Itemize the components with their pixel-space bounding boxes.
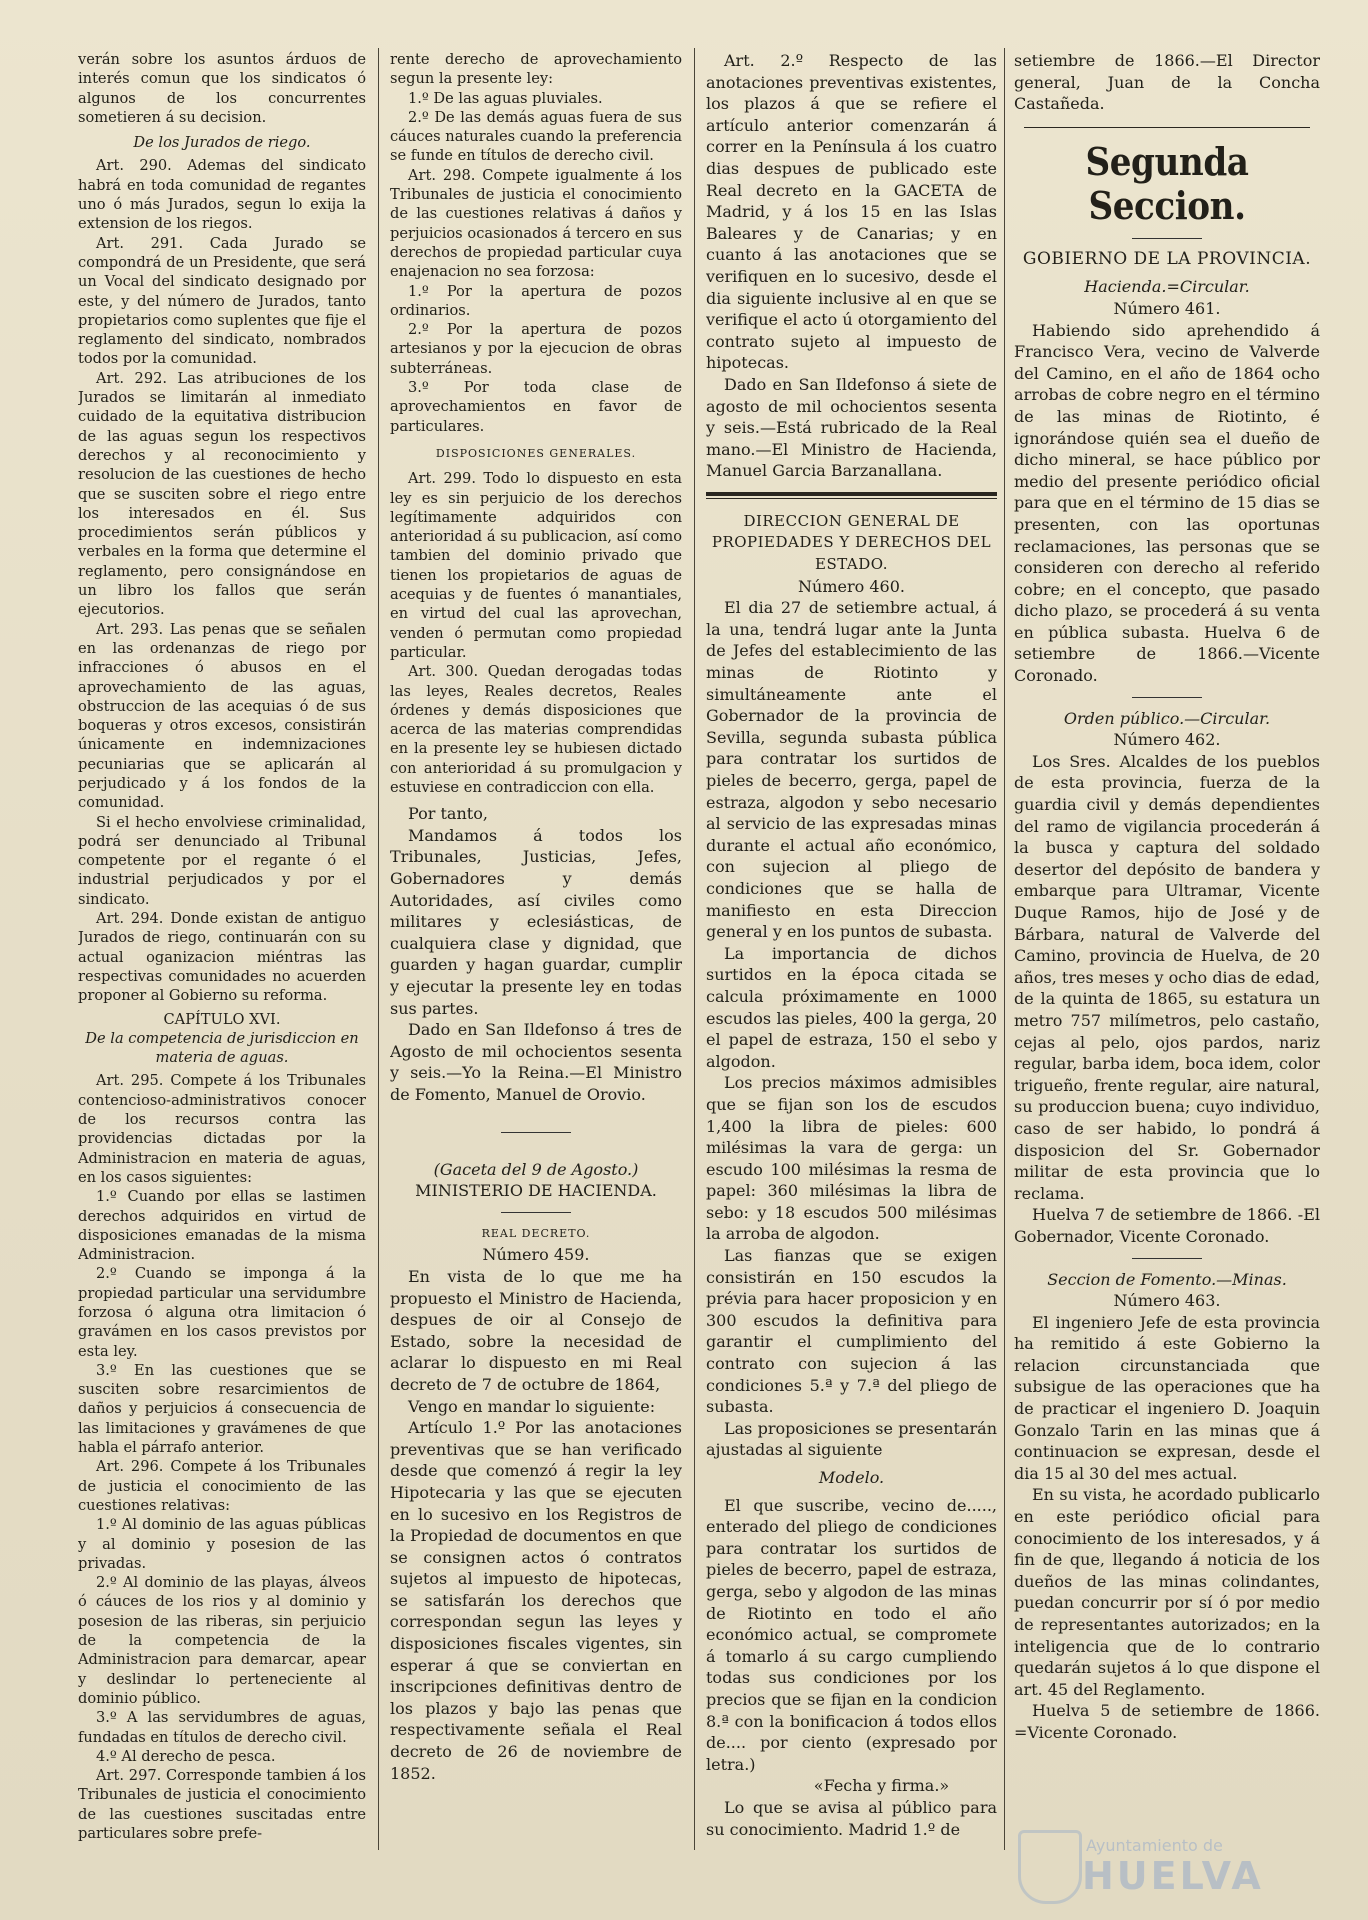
article: Artículo 1.º Por las anotaciones preventivas que se han verificado desde que comenzó á regir la ley Hipotecaria y las que se ejecuten en lo sucesivo en los Registros de la Propiedad de documentos en que se consignen actos ó contratos sujetos al impuesto de hipotecas, se satisfarán los derechos que correspondan segun las leyes y disposiciones fiscales vigentes, sin esperar á que se conviertan en inscripciones definitivas dentro de los plazos y bajo las penas que respectivamente señala el Real decreto de 26 de noviembre de 1852.	[390, 1418, 682, 1783]
paragraph: Dado en San Ildefonso á tres de Agosto de mil ochocientos sesenta y seis.—Yo la Reina.—El Ministro de Fomento, Manuel de Orovio.	[390, 1020, 682, 1104]
column-3	[706, 50, 997, 1900]
paragraph: Las fianzas que se exigen consistirán en 150 escudos la prévia para hacer proposicion y en 300 escudos la definitiva para garantir el cumplimiento del contrato con sujecion á las condiciones 5.ª y 7.ª del pliego de subasta.	[706, 1246, 997, 1417]
archive-watermark	[1008, 1830, 1308, 1900]
clause: 2.º De las demás aguas fuera de sus cáuces naturales cuando la preferencia se funde en títulos de derecho civil.	[390, 108, 682, 165]
paragraph: Mandamos á todos los Tribunales, Justicias, Jefes, Gobernadores y demás Autoridades, así civiles como militares y eclesiásticas, de cualquiera clase y dignidad, que guarden y hagan guardar, cumplir y ejecutar la presente ley en todas sus partes.	[390, 825, 682, 1018]
article: Art. 298. Compete igualmente á los Tribunales de justicia el conocimiento de las cuestiones relativas á daños y perjuicios ocasionados á tercero en sus derechos de propiedad particular cuya enajenacion no sea forzosa:	[390, 166, 682, 281]
section-title: DISPOSICIONES GENERALES.	[435, 446, 637, 460]
article: Art. 294. Donde existan de antiguo Jurados de riego, continuarán con su actual oganizacion miéntras las respectivas comunidades no acuerden proponer al Gobierno su reforma.	[78, 910, 366, 1005]
paragraph: Por tanto,	[408, 804, 488, 824]
subsection-title: Orden público.—Circular.	[1063, 708, 1271, 728]
clause: 2.º Al dominio de las playas, álveos ó cáuces de los rios y al dominio y posesion de las riberas, sin perjuicio de la competencia de la Administracion para demarcar, apear y deslindar lo perteneciente al dominio público.	[78, 1574, 366, 1707]
column-divider	[378, 48, 379, 1850]
column-4	[1014, 50, 1320, 1900]
number-label: Número 461.	[1113, 298, 1221, 318]
clause: 3.º A las servidumbres de aguas, fundadas en títulos de derecho civil.	[78, 1709, 366, 1746]
clause: 1.º Por la apertura de pozos ordinarios.	[390, 282, 682, 319]
article: Art. 297. Corresponde tambien á los Tribunales de justicia el conocimiento de las cuestiones suscitadas entre particulares sobre prefe-	[78, 1767, 366, 1843]
paragraph: En vista de lo que me ha propuesto el Ministro de Hacienda, despues de oir al Consejo de Estado, sobre la necesidad de aclarar lo dispuesto en mi Real decreto de 7 de octubre de 1864,	[390, 1266, 682, 1394]
separator	[1132, 238, 1202, 239]
source-note: (Gaceta del 9 de Agosto.)	[433, 1159, 639, 1179]
number-label: Número 459.	[482, 1245, 590, 1265]
column-1	[78, 50, 366, 1900]
clause: 3.º En las cuestiones que se susciten sobre resarcimientos de daños y perjuicios á consecuencia de las limitaciones y gravámenes de que habla el párrafo anterior.	[78, 1361, 366, 1457]
watermark-line1: Ayuntamiento de	[1086, 1836, 1223, 1855]
clause: 3.º Por toda clase de aprovechamientos en favor de particulares.	[390, 379, 682, 435]
column-2	[390, 50, 682, 1900]
article: Art. 296. Compete á los Tribunales de justicia el conocimiento de las cuestiones relativas:	[78, 1458, 366, 1514]
paragraph: Vengo en mandar lo siguiente:	[408, 1396, 656, 1416]
paragraph: Las proposiciones se presentarán ajustadas al siguiente	[706, 1418, 997, 1460]
column-divider	[694, 48, 695, 1850]
paragraph: En su vista, he acordado publicarlo en este periódico oficial para conocimiento de los interesados, y á fin de que, llegando á noticia de los dueños de las minas colindantes, puedan concurrir por sí ó por medio de representantes autorizados; en la inteligencia que de lo contrario quedarán sujetos á lo que dispone el art. 45 del Reglamento.	[1014, 1485, 1320, 1699]
section-heading: Segunda Seccion.	[1085, 138, 1249, 228]
watermark-line2: HUELVA	[1082, 1854, 1264, 1898]
separator	[501, 1132, 571, 1133]
paragraph: Lo que se avisa al público para su conocimiento. Madrid 1.º de	[706, 1797, 997, 1839]
clause: 4.º Al derecho de pesca.	[96, 1747, 276, 1765]
paragraph: setiembre de 1866.—El Director general, Juan de la Concha Castañeda.	[1014, 51, 1320, 114]
separator	[1132, 697, 1202, 698]
paragraph: Dado en San Ildefonso á siete de agosto de mil ochocientos sesenta y seis.—Está rubricado de la Real mano.—El Ministro de Hacienda, Manuel Garcia Barzanallana.	[706, 374, 997, 481]
subsection-title: Hacienda.=Circular.	[1084, 277, 1250, 297]
number-label: Número 460.	[798, 576, 905, 596]
paragraph: Los Sres. Alcaldes de los pueblos de esta provincia, fuerza de la guardia civil y demás dependientes del ramo de vigilancia procederán á la busca y captura del soldado desertor del depósito de bandera y embarque para Ultramar, Vicente Duque Ramos, hijo de José y de Bárbara, natural de Valverde del Camino, provincia de Huelva, de 20 años, tres meses y ocho dias de edad, de la quinta de 1865, su estatura un metro 757 milímetros, pelo castaño, cejas al pelo, ojos pardos, nariz regular, barba idem, boca idem, color trigueño, frente regular, aire natural, su produccion buena; cuyo individuo, caso de ser habido, lo pondrá á disposicion del Sr. Gobernador militar de esta provincia que lo reclama.	[1014, 751, 1320, 1203]
shield-icon	[1018, 1830, 1082, 1904]
model-title: Modelo.	[818, 1468, 885, 1487]
government-title: GOBIERNO DE LA PROVINCIA.	[1022, 248, 1312, 269]
signature-line: «Fecha y firma.»	[813, 1776, 950, 1796]
number-label: Número 463.	[1113, 1291, 1221, 1311]
separator	[706, 498, 997, 499]
paragraph: El dia 27 de setiembre actual, á la una, tendrá lugar ante la Junta de Jefes del establecimiento de las minas de Riotinto y simultáneamente ante el Gobernador de la provincia de Sevilla, segunda subasta pública para contratar los surtidos de pieles de becerro, gerga, papel de estraza, algodon y sebo necesario al servicio de las expresadas minas durante el actual año económico, con sujecion al pliego de condiciones que se halla de manifiesto en esta Direccion general y en los puntos de subasta.	[706, 598, 997, 942]
chapter-title: CAPÍTULO XVI.	[163, 1010, 281, 1028]
separator	[706, 492, 997, 496]
article: Art. 290. Ademas del sindicato habrá en toda comunidad de regantes uno ó más Jurados, segun lo exija la extension de los riegos.	[78, 157, 366, 233]
clause: 1.º Cuando por ellas se lastimen derechos adquiridos en virtud de disposiciones emanadas de la misma Administracion.	[78, 1188, 366, 1264]
paragraph: verán sobre los asuntos árduos de interés comun que los sindicatos ó algunos de los concurrentes sometieren á su decision.	[78, 51, 366, 126]
article: Art. 300. Quedan derogadas todas las leyes, Reales decretos, Reales órdenes y demás disposiciones que acerca de las materias comprendidas en la presente ley se hubiesen dictado con anterioridad á su promulgacion y estuviese en contradiccion con ella.	[390, 663, 682, 796]
article: Art. 295. Compete á los Tribunales contencioso-administrativos conocer de los recursos contra las providencias dictadas por la Administracion en materia de aguas, en los casos siguientes:	[78, 1072, 366, 1186]
paragraph: Si el hecho envolviese criminalidad, podrá ser denunciado al Tribunal competente por el regante ó el industrial perjudicados y por el sindicato.	[78, 813, 366, 908]
paragraph: El que suscribe, vecino de....., enterado del pliego de condiciones para contratar los surtidos de pieles de becerro, papel de estraza, gerga, sebo y algodon de las minas de Riotinto en todo el año económico actual, se compromete á tomarlo á su cargo cumpliendo todas sus condiciones por los precios que se fijan en la condicion 8.ª con la bonificacion á todos ellos de.... por ciento (expresado por letra.)	[706, 1495, 997, 1774]
decree-title: REAL DECRETO.	[481, 1226, 591, 1240]
article: Art. 292. Las atribuciones de los Jurados se limitarán al inmediato cuidado de la equitativa distribucion de las aguas segun los respectivos derechos y al reconocimiento y resolucion de las cuestiones de hecho que se susciten sobre el riego entre los interesados en él. Sus procedimientos serán públicos y verbales en la forma que determine el reglamento, pero consignándose en un libro los fallos que serán ejecutorios.	[78, 369, 366, 619]
number-label: Número 462.	[1113, 730, 1221, 750]
paragraph: La importancia de dichos surtidos en la época citada se calcula próximamente en 1000 escudos las pieles, 400 la gerga, 20 el papel de estraza, 150 el sebo y algodon.	[706, 943, 997, 1071]
paragraph: Huelva 7 de setiembre de 1866. -El Gobernador, Vicente Coronado.	[1014, 1205, 1320, 1246]
separator	[1132, 1258, 1202, 1259]
separator	[1024, 127, 1310, 128]
article: Art. 2.º Respecto de las anotaciones preventivas existentes, los plazos á que se refiere el artículo anterior comenzarán á correr en la Península á los cuatro dias despues de publicado este Real decreto en la GACETA de Madrid, y á los 15 en las Islas Baleares y de Canarias; y en cuanto á las anotaciones que se verifiquen en lo sucesivo, desde el dia siguiente inclusive al en que se verifique el acto ú otorgamiento del contrato sujeto al impuesto de hipotecas.	[706, 51, 997, 373]
paragraph: El ingeniero Jefe de esta provincia ha remitido á este Gobierno la relacion circunstanciada que subsigue de las operaciones que ha de practicar el ingeniero D. Joaquin Gonzalo Tarin en las minas que á continuacion se expresan, desde el dia 15 al 30 del mes actual.	[1014, 1312, 1320, 1483]
clause: 1.º De las aguas pluviales.	[408, 89, 603, 107]
article: Art. 291. Cada Jurado se compondrá de un Presidente, que será un Vocal del sindicato designado por este, y del número de Jurados, tanto propietarios como suplentes que fije el reglamento del sindicato, nombrados todos por la comunidad.	[78, 234, 366, 368]
subsection-title: Seccion de Fomento.—Minas.	[1047, 1269, 1287, 1289]
article: Art. 299. Todo lo dispuesto en esta ley es sin perjuicio de los derechos legítimamente adquiridos con anterioridad á su publicacion, así como tambien del dominio privado que tienen los propietarios de aguas de acequias y de fuentes ó manantiales, en virtud del cual las aprovechan, venden ó permutan como propiedad particular.	[390, 470, 682, 661]
clause: 2.º Cuando se imponga á la propiedad particular una servidumbre forzosa ó alguna otra limitacion ó gravámen en los casos previstos por esta ley.	[78, 1265, 366, 1360]
column-divider	[1004, 48, 1005, 1850]
paragraph: Los precios máximos admisibles que se fijan son los de escudos 1,400 la libra de pieles: 600 milésimas la vara de gerga: un escudo 100 milésimas la resma de papel: 360 milésimas la libra de sebo: y 18 escudos 500 milésimas la arroba de algodon.	[706, 1073, 997, 1244]
paragraph: rente derecho de aprovechamiento segun la presente ley:	[390, 51, 682, 88]
chapter-subtitle: De la competencia de jurisdiccion en materia de aguas.	[85, 1029, 359, 1067]
ministry-title: MINISTERIO DE HACIENDA.	[415, 1181, 657, 1201]
clause: 2.º Por la apertura de pozos artesianos y por la ejecucion de obras subterráneas.	[390, 321, 682, 377]
paragraph: Habiendo sido aprehendido á Francisco Vera, vecino de Valverde del Camino, en el año de 1864 ocho arrobas de cobre negro en el término de las minas de Riotinto, é ignorándose quién sea el dueño de dicho mineral, se hace público por medio del presente periódico oficial para que en el término de 15 dias se presenten, con las oportunas reclamaciones, las personas que se consideren con derecho al referido cobre; en el concepto, que pasado dicho plazo, se procederá á su venta en pública subasta. Huelva 6 de setiembre de 1866.—Vicente Coronado.	[1014, 320, 1320, 686]
section-title: De los Jurados de riego.	[133, 134, 311, 152]
article: Art. 293. Las penas que se señalen en las ordenanzas de riego por infracciones ó abusos en el aprovechamiento de las aguas, obstruccion de las acequias ó de sus boqueras y otros excesos, consistirán únicamente en indemnizaciones pecuniarias que se aplicarán al perjudicado y á los fondos de la comunidad.	[78, 620, 366, 812]
separator	[501, 1212, 571, 1213]
clause: 1.º Al dominio de las aguas públicas y al dominio y posesion de las privadas.	[78, 1516, 366, 1572]
directorate-title: DIRECCION GENERAL DE PROPIEDADES Y DERECHOS DEL ESTADO.	[711, 511, 992, 574]
paragraph: Huelva 5 de setiembre de 1866. =Vicente Coronado.	[1014, 1701, 1320, 1742]
